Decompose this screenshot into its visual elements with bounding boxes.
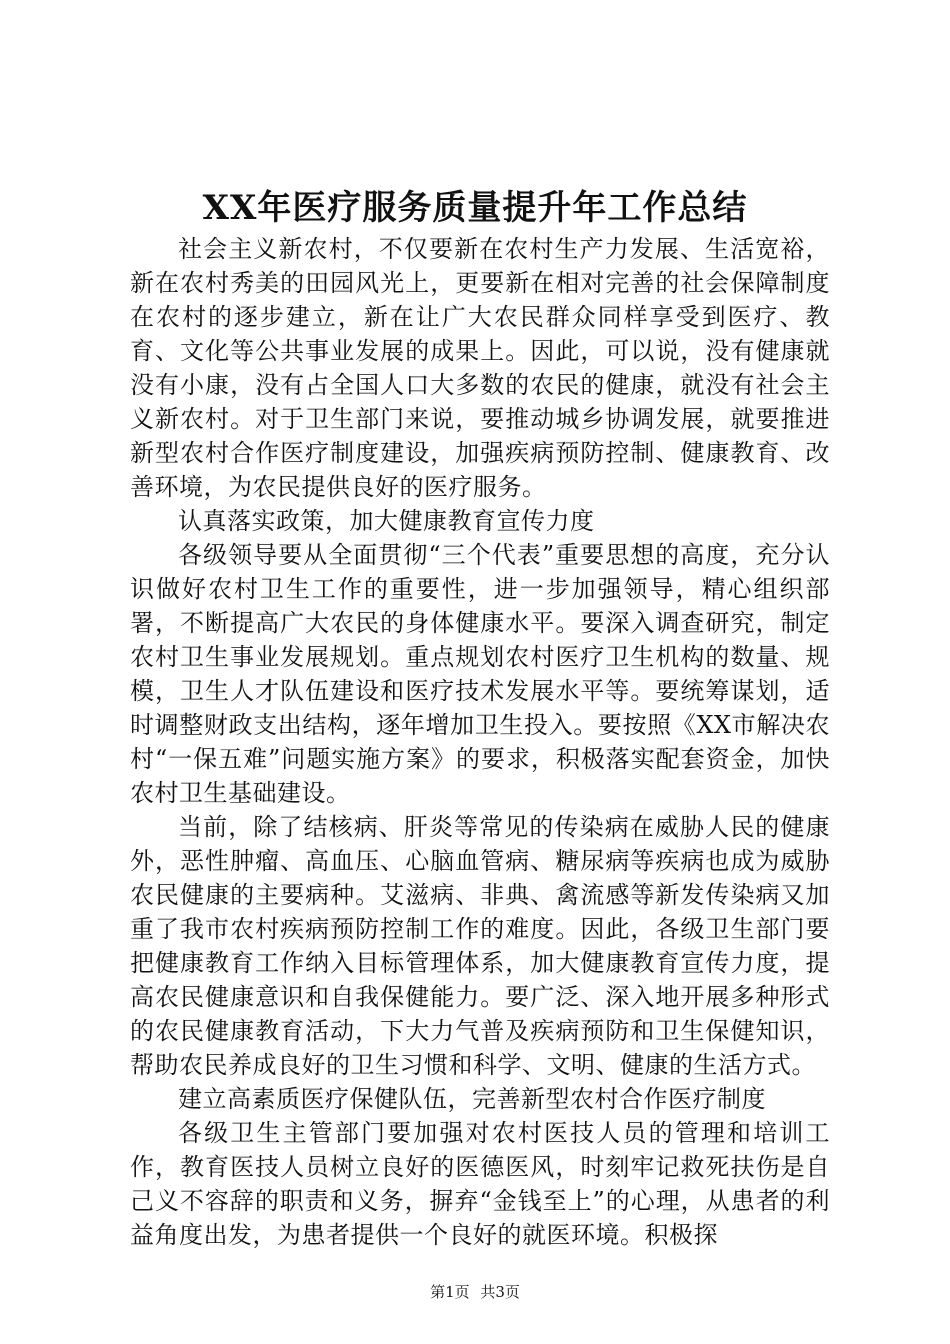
document-body [130, 232, 830, 1252]
page-number: 第1页 [430, 1283, 470, 1301]
page-total: 共3页 [480, 1283, 520, 1301]
paragraph-intro: 社会主义新农村，不仅要新在农村生产力发展、生活宽裕，新在农村秀美的田园风光上，更要新在相对完善的社会保障制度在农村的逐步建立，新在让广大农民群众同样享受到医疗、教育、文化等公共事业发展的成果上。因此，可以说，没有健康就没有小康，没有占全国人口大多数的农民的健康，就没有社会主义新农村。对于卫生部门来说，要推动城乡协调发展，就要推进新型农村合作医疗制度建设，加强疾病预防控制、健康教育、改善环境，为农民提供良好的医疗服务。 [130, 235, 830, 501]
section-heading-1: 认真落实政策，加大健康教育宣传力度 [178, 507, 595, 535]
paragraph: 当前，除了结核病、肝炎等常见的传染病在威胁人民的健康外，恶性肿瘤、高血压、心脑血管病、糖尿病等疾病也成为威胁农民健康的主要病种。艾滋病、非典、禽流感等新发传染病又加重了我市农村疾病预防控制工作的难度。因此，各级卫生部门要把健康教育工作纳入目标管理体系，加大健康教育宣传力度，提高农民健康意识和自我保健能力。要广泛、深入地开展多种形式的农民健康教育活动，下大力气普及疾病预防和卫生保健知识，帮助农民养成良好的卫生习惯和科学、文明、健康的生活方式。 [130, 813, 830, 1079]
paragraph: 各级卫生主管部门要加强对农村医技人员的管理和培训工作，教育医技人员树立良好的医德医风，时刻牢记救死扶伤是自己义不容辞的职责和义务，摒弃“金钱至上”的心理，从患者的利益角度出发，为患者提供一个良好的就医环境。积极探 [130, 1119, 830, 1249]
section-heading-2: 建立高素质医疗保健队伍，完善新型农村合作医疗制度 [178, 1085, 766, 1113]
paragraph: 各级领导要从全面贯彻“三个代表”重要思想的高度，充分认识做好农村卫生工作的重要性，进一步加强领导，精心组织部署，不断提高广大农民的身体健康水平。要深入调查研究，制定农村卫生事业发展规划。重点规划农村医疗卫生机构的数量、规模，卫生人才队伍建设和医疗技术发展水平等。要统筹谋划，适时调整财政支出结构，逐年增加卫生投入。要按照《XX市解决农村“一保五难”问题实施方案》的要求，积极落实配套资金，加快农村卫生基础建设。 [130, 541, 830, 807]
document-title: XX年医疗服务质量提升年工作总结 [202, 188, 748, 228]
page-footer [0, 1282, 950, 1302]
